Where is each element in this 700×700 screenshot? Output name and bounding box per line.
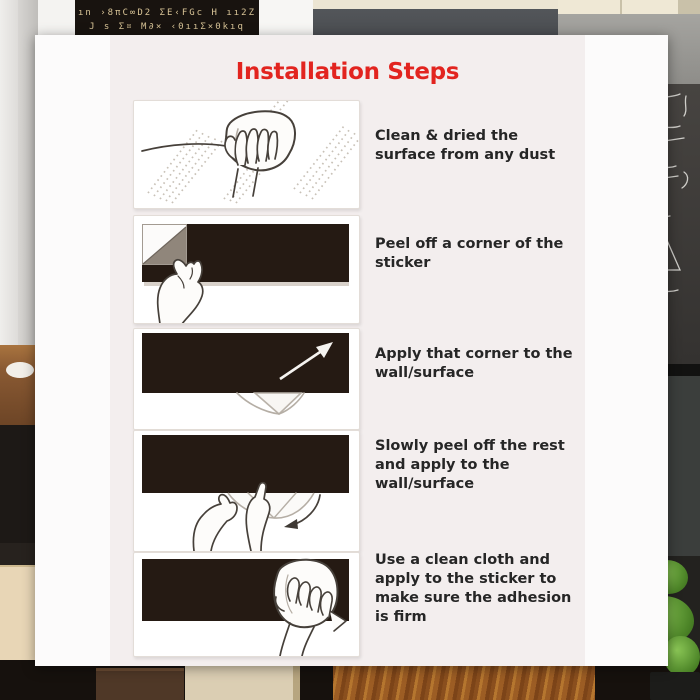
instruction-overlay	[35, 35, 668, 666]
upper-cabinets	[558, 0, 700, 14]
chalk-menu-line: ın ›8πC∞D2 ΣE‹FGc H ıı2Z	[77, 8, 257, 18]
step1-illustration-card	[133, 100, 360, 209]
wood-shelf	[0, 345, 38, 425]
plant-leaves-icon	[664, 636, 700, 676]
hand-pressing-cloth-illustration	[134, 553, 359, 656]
step3-text: Apply that corner to the wall/surface	[375, 346, 573, 381]
step4-text: Slowly peel off the rest and apply to the wall/surface	[375, 438, 565, 492]
patterned-floor-rug	[333, 662, 595, 700]
dark-wall-left	[0, 425, 38, 543]
hand-wiping-surface-illustration	[134, 101, 359, 208]
step1-text: Clean & dried the surface from any dust	[375, 128, 556, 163]
chalk-menu-line: J s Σ¤ M∂× ‹0ııΣ×0kıq	[89, 22, 245, 32]
step4-illustration-card	[133, 430, 360, 552]
wood-stool	[96, 668, 184, 700]
planter-box	[650, 672, 700, 700]
step2-illustration-card	[133, 215, 360, 324]
hands-peeling-rest-illustration	[134, 431, 359, 551]
white-dish	[6, 362, 34, 378]
page-title: Installation Steps	[235, 59, 460, 85]
step3-illustration-card	[133, 328, 360, 430]
sticker-with-arrow-illustration	[134, 329, 359, 429]
lower-cabinet-front	[185, 662, 300, 700]
lower-cabinet-left	[0, 565, 38, 667]
countertop	[0, 543, 38, 565]
range-hood-top	[313, 0, 558, 9]
instruction-card	[110, 35, 585, 666]
hand-peeling-corner-illustration	[134, 216, 359, 323]
step2-text: Peel off a corner of the sticker	[375, 236, 564, 271]
step5-illustration-card	[133, 552, 360, 657]
step5-text: Use a clean cloth and apply to the sticker to make sure the adhesion is firm	[375, 552, 572, 625]
